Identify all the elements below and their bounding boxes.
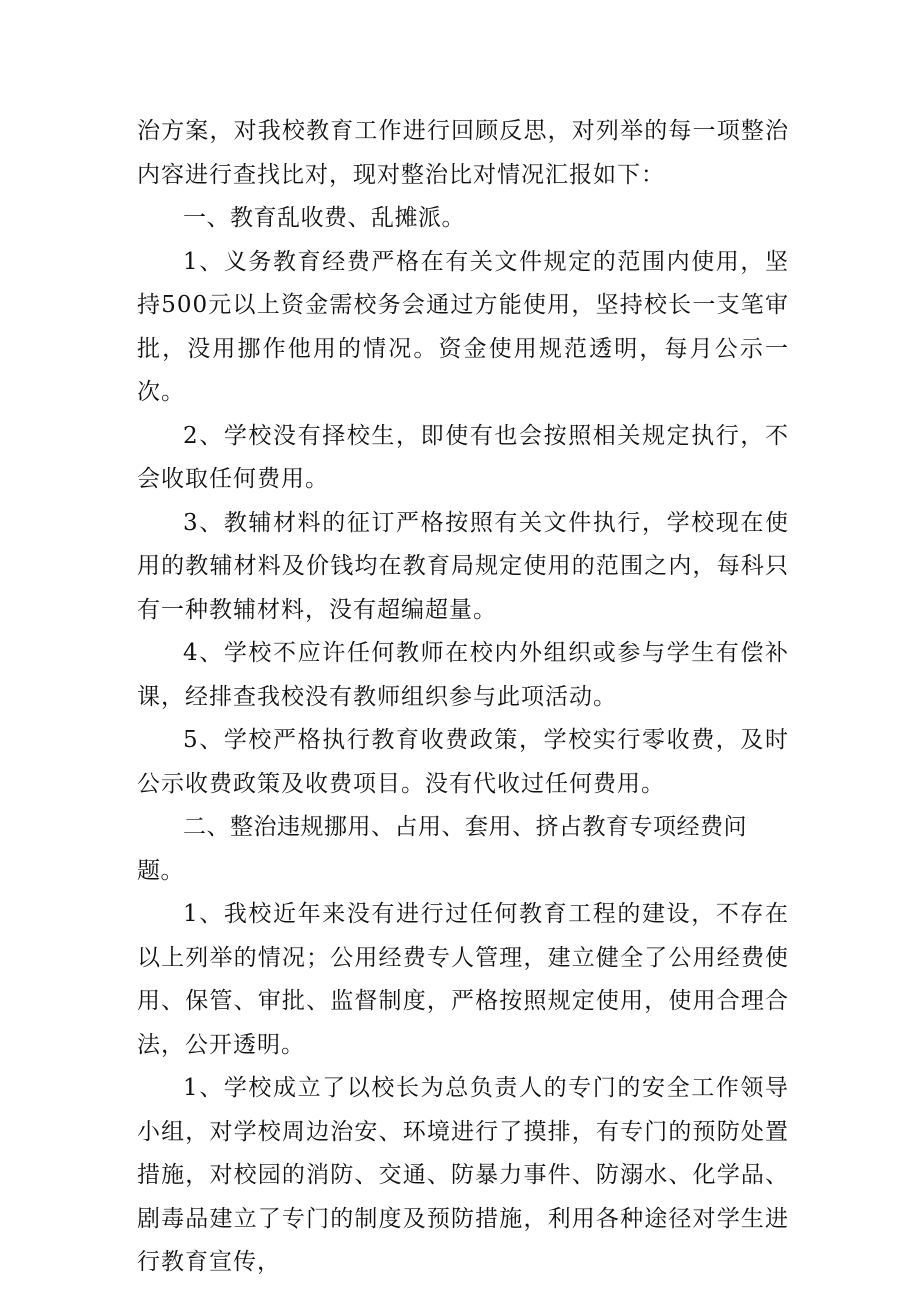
item-paragraph-1-5: 5、学校严格执行教育收费政策，学校实行零收费，及时公示收费政策及收费项目。没有代收过任何费用。 xyxy=(137,727,789,797)
intro-paragraph: 治方案，对我校教育工作进行回顾反思，对列举的每一项整治内容进行查找比对，现对整治比对情况汇报如下： xyxy=(137,118,789,188)
item-paragraph-3-1: 1、学校成立了以校长为总负责人的专门的安全工作领导小组，对学校周边治安、环境进行了摸排，有专门的预防处置措施，对校园的消防、交通、防暴力事件、防溺水、化学品、剧毒品建立了专门的制度及预防措施，利用各种途径对学生进行教育宣传， xyxy=(137,1075,789,1275)
item-paragraph-1-1: 1、义务教育经费严格在有关文件规定的范围内使用，坚持500元以上资金需校务会通过方能使用，坚持校长一支笔审批，没用挪作他用的情况。资金使用规范透明，每月公示一次。 xyxy=(137,248,789,405)
item-paragraph-1-3: 3、教辅材料的征订严格按照有关文件执行，学校现在使用的教辅材料及价钱均在教育局规定使用的范围之内，每科只有一种教辅材料，没有超编超量。 xyxy=(137,509,789,623)
section-heading-2: 二、整治违规挪用、占用、套用、挤占教育专项经费问题。 xyxy=(137,814,747,884)
item-paragraph-1-2: 2、学校没有择校生，即使有也会按照相关规定执行，不会收取任何费用。 xyxy=(137,422,789,492)
document-body xyxy=(137,110,789,1285)
section-heading-1: 一、教育乱收费、乱摊派。 xyxy=(183,205,465,231)
item-paragraph-2-1: 1、我校近年来没有进行过任何教育工程的建设，不存在以上列举的情况；公用经费专人管理，建立健全了公用经费使用、保管、审批、监督制度，严格按照规定使用，使用合理合法，公开透明。 xyxy=(137,901,789,1058)
item-paragraph-1-4: 4、学校不应许任何教师在校内外组织或参与学生有偿补课，经排查我校没有教师组织参与此项活动。 xyxy=(137,640,789,710)
